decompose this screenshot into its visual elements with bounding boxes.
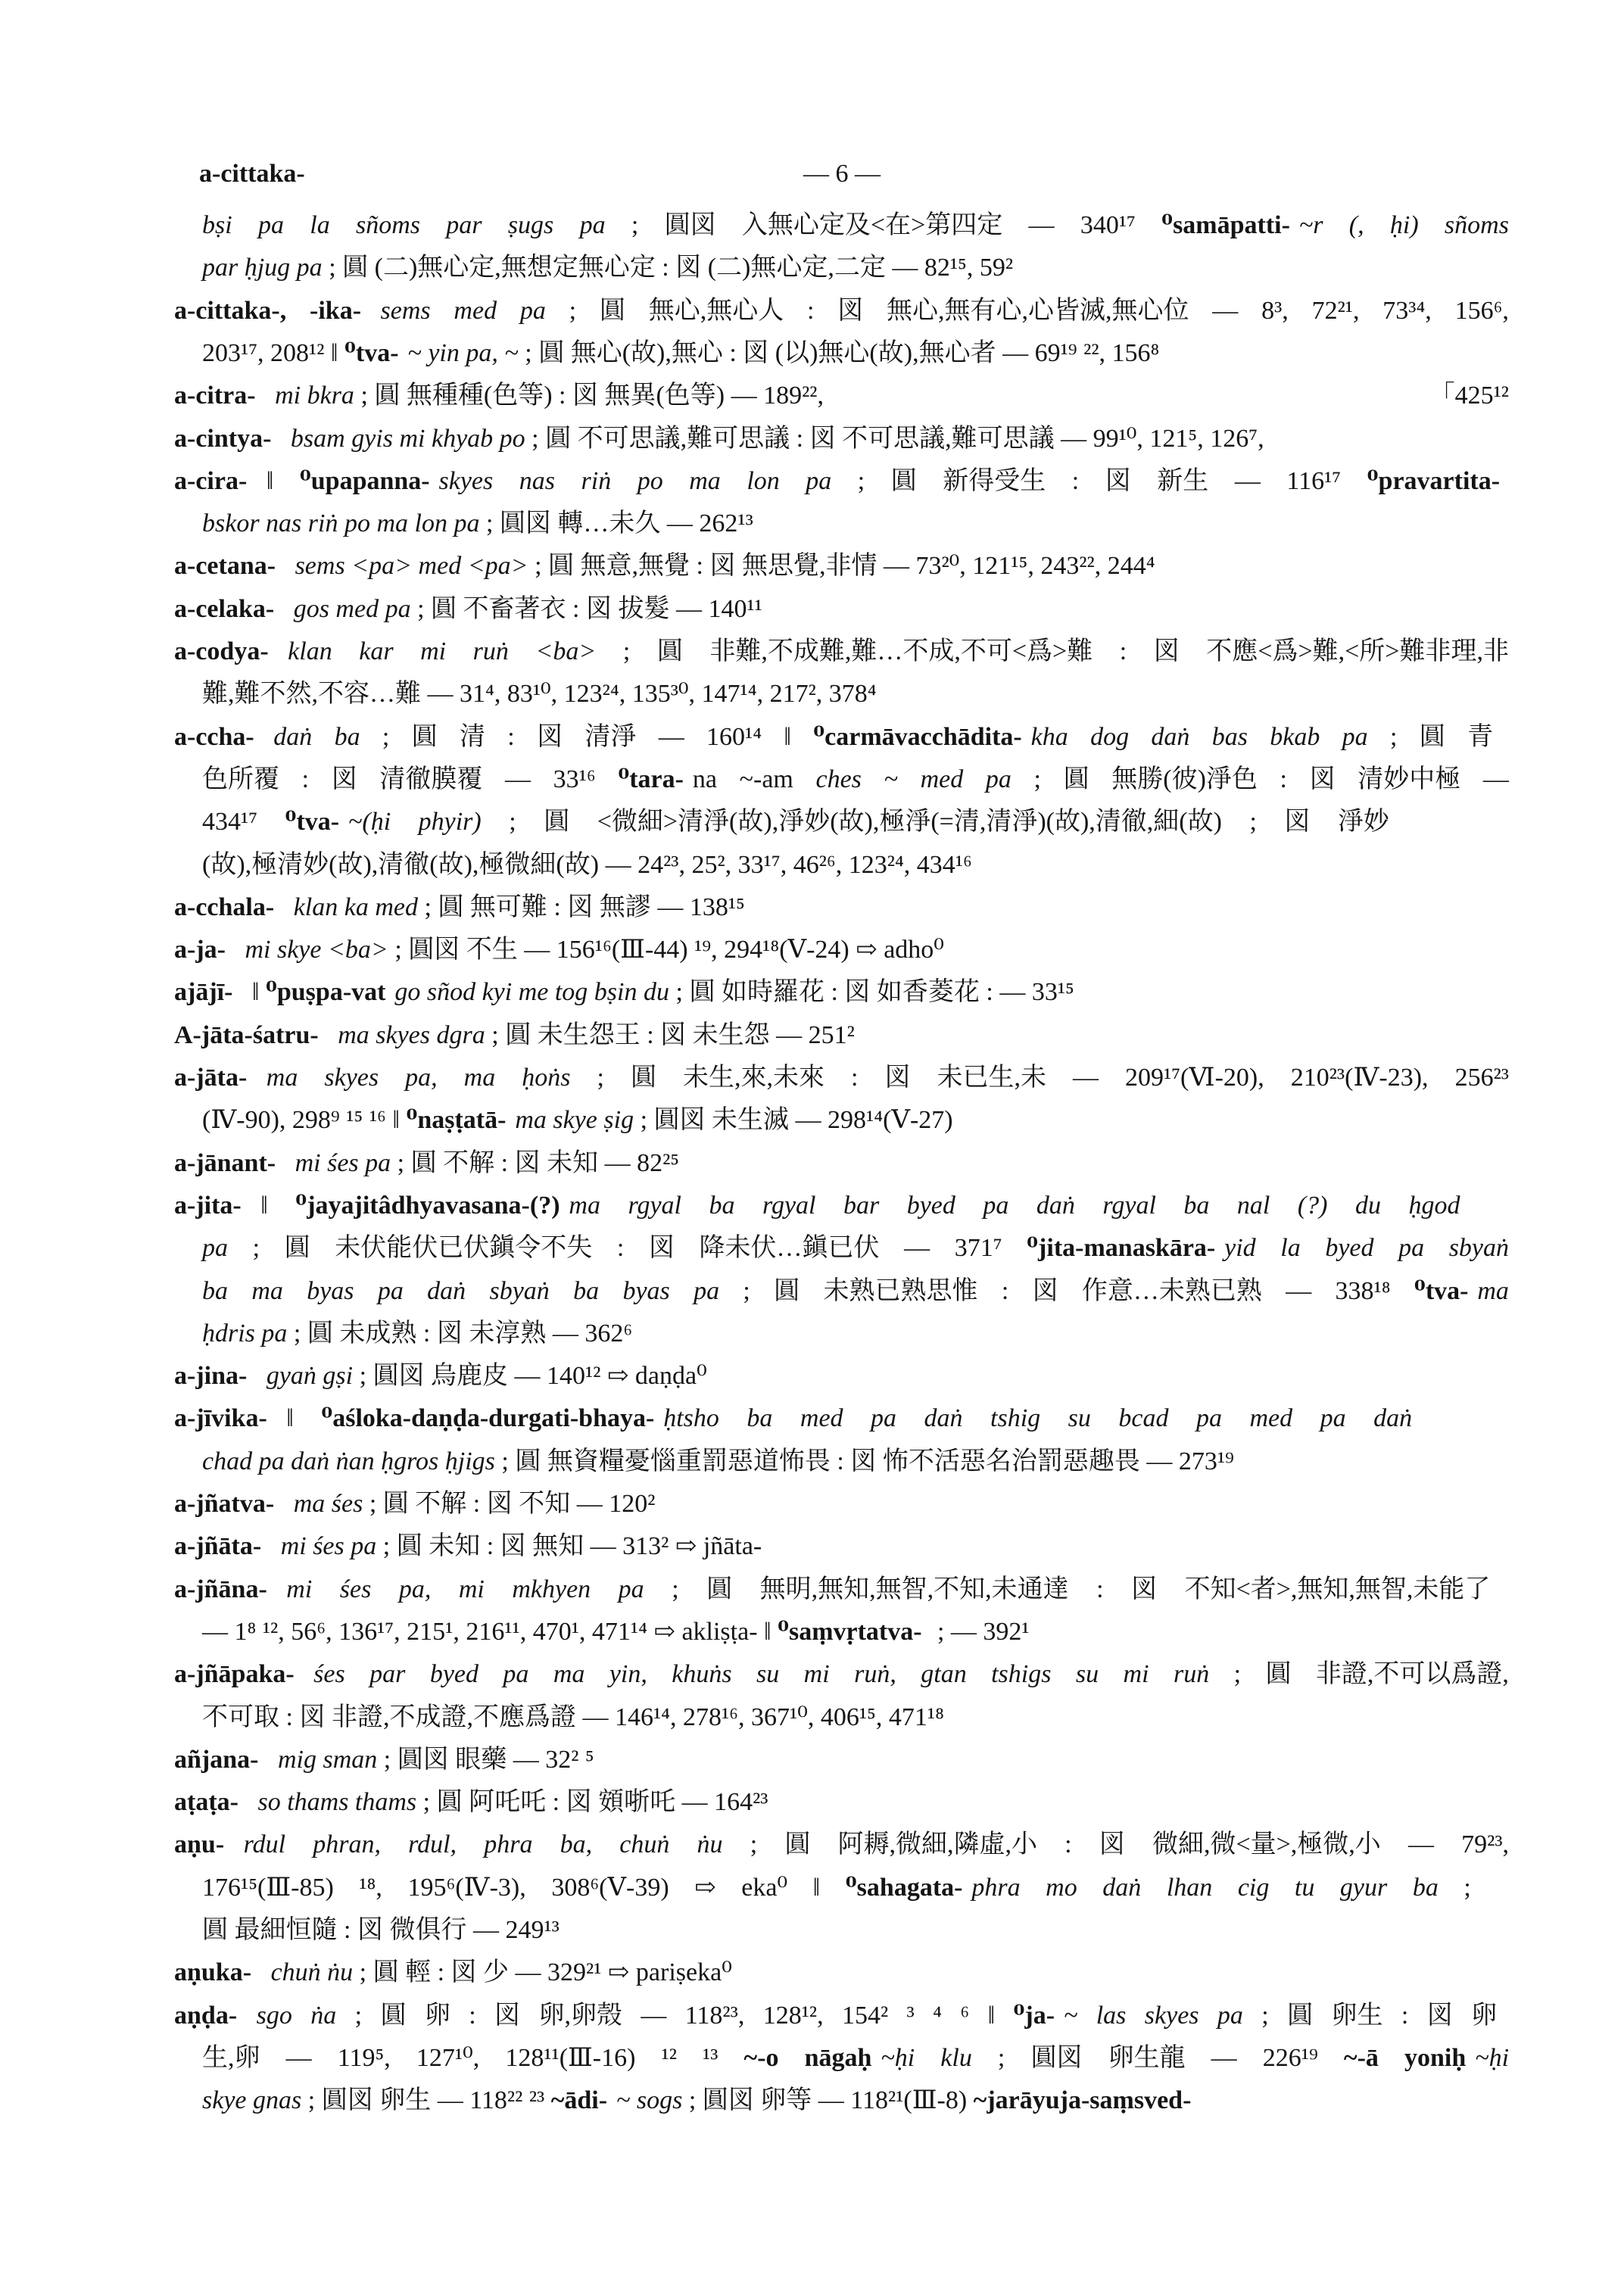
- line-text: [174, 292, 1509, 330]
- entry-text: na ~-am: [692, 765, 816, 793]
- tibetan-equivalent: so thams thams: [257, 1788, 417, 1817]
- headword: a-cittaka-, -ika-: [174, 296, 362, 325]
- entry-line: [174, 463, 1509, 500]
- entry-line: [174, 1656, 1509, 1693]
- tibetan-equivalent: ma rgyal ba rgyal bar byed pa daṅ rgyal ba nal (?) du ḥgod: [569, 1191, 1460, 1220]
- sanskrit-term: ~-ā yoniḥ: [1343, 2043, 1467, 2072]
- line-text: [202, 2039, 1509, 2077]
- entry-text: 生,卵 — 119⁵, 127¹⁰, 128¹¹(Ⅲ-16) ¹² ¹³: [202, 2043, 744, 2072]
- entry-line: [202, 761, 1509, 799]
- headword: A-jāta-śatru-: [174, 1020, 319, 1049]
- entry-line: [174, 931, 1509, 969]
- sanskrit-term: ⁰aśloka-daṇḍa-durgati-bhaya-: [321, 1404, 655, 1433]
- sanskrit-term: ⁰tva-: [344, 338, 399, 367]
- headword: aṇḍa-: [174, 2001, 238, 2030]
- headword: a-ja-: [174, 936, 226, 964]
- tibetan-equivalent: ma skyes dgra: [338, 1020, 485, 1049]
- line-text: [202, 803, 1389, 841]
- tibetan-equivalent: bskor nas riṅ po ma lon pa: [202, 509, 480, 538]
- tibetan-equivalent: pa: [202, 1234, 228, 1263]
- entry-text: ‖: [260, 1191, 296, 1220]
- entry-text: ; 圓 (二)無心定,無想定無心定 : 図 (二)無心定,二定 — 82¹⁵, 59²: [322, 254, 1014, 282]
- line-text: [174, 1187, 1460, 1225]
- line-text: [202, 1101, 953, 1139]
- line-text: [202, 505, 753, 543]
- entry-line: [202, 1101, 1509, 1139]
- entry-text: ; 圓 新得受生 : 図 新生 — 116¹⁷: [831, 466, 1367, 495]
- entry-text: (故),極清妙(故),清徹(故),極微細(故) — 24²³, 25², 33¹⁷, 46²⁶, 123²⁴, 434¹⁶: [202, 850, 972, 879]
- entry-line: [174, 974, 1509, 1011]
- entry-line: [202, 846, 1509, 884]
- line-text: [174, 974, 1074, 1011]
- entry-text: 圓 最細恒隨 : 図 微俱行 — 249¹³: [202, 1916, 560, 1944]
- entry-text: ‖: [266, 466, 300, 495]
- tibetan-equivalent: ba ma byas pa daṅ sbyaṅ ba byas pa: [202, 1276, 720, 1305]
- entry-text: ; 圓 無心(故),無心 : 図 (以)無心(故),無心者 — 69¹⁹ ²², 156⁸: [518, 338, 1160, 367]
- entry-line: [174, 547, 1509, 585]
- entry-text: ‖: [251, 978, 266, 1007]
- line-text: [174, 1997, 1497, 2035]
- line-text: [174, 1145, 679, 1182]
- entry-line: [202, 249, 1509, 287]
- entry-text: ; 圓図 入無心定及<在>第四定 — 340¹⁷: [605, 211, 1162, 239]
- entry-line: [174, 1826, 1509, 1864]
- tibetan-equivalent: mig sman: [277, 1745, 378, 1774]
- headword: a-citra-: [174, 382, 256, 410]
- headword: a-cchala-: [174, 893, 275, 921]
- line-text: [174, 377, 824, 415]
- tibetan-equivalent: ~ las skyes pa: [1063, 2001, 1243, 2030]
- headword: a-jīvika-: [174, 1404, 267, 1433]
- entry-text: ; 圓 未成熟 : 図 未淳熟 — 362⁶: [287, 1319, 633, 1347]
- headword: a-jñāta-: [174, 1532, 262, 1561]
- entry-text: ; 圓 不可思議,難可思議 : 図 不可思議,難可思議 — 99¹⁰, 121⁵, 126⁷,: [525, 424, 1264, 453]
- entry-text: ; 圓 無勝(彼)淨色 : 図 清妙中極 —: [1011, 765, 1509, 793]
- entry-text: ; 圓 輕 : 図 少 — 329²¹ ⇨ pariṣeka⁰: [353, 1958, 732, 1987]
- tibetan-equivalent: mi śes pa: [280, 1532, 377, 1561]
- headword: aṭaṭa-: [174, 1788, 238, 1817]
- tibetan-equivalent: mi bkra: [275, 382, 354, 410]
- entry-text: ; 圓 未知 : 図 無知 — 313² ⇨ jñāta-: [376, 1532, 762, 1561]
- tibetan-equivalent: sems med pa: [380, 296, 546, 325]
- line-text: [202, 1229, 1509, 1267]
- tibetan-equivalent: skyes nas riṅ po ma lon pa: [438, 466, 832, 495]
- headword: a-ccha-: [174, 722, 254, 751]
- line-text: [174, 590, 762, 628]
- entry-text: ; 圓 無資糧憂惱重罰惡道怖畏 : 図 怖不活惡名治罰惡趣畏 — 273¹⁹: [494, 1447, 1234, 1475]
- entry-line: [174, 633, 1509, 671]
- tibetan-equivalent: skye gnas: [202, 2086, 302, 2115]
- entry-line: [174, 1145, 1509, 1182]
- line-text: [202, 761, 1509, 799]
- tibetan-equivalent: ~ sogs: [616, 2086, 683, 2115]
- line-text: [202, 1613, 1030, 1651]
- entry-text: 難,難不然,不容…難 — 31⁴, 83¹⁰, 123²⁴, 135³⁰, 147¹⁴, 217², 378⁴: [202, 680, 877, 709]
- line-text: [174, 1741, 594, 1779]
- headword: a-jñāpaka-: [174, 1660, 295, 1689]
- line-text: [202, 335, 1159, 372]
- entry-text: ;: [1438, 1873, 1471, 1902]
- sanskrit-term: ⁰tva-: [1414, 1276, 1469, 1305]
- entry-line: [174, 1400, 1509, 1438]
- line-text: [174, 420, 1264, 458]
- entry-text: ; 圓 未生,來,未來 : 図 未已生,未 — 209¹⁷(Ⅵ-20), 210²³(Ⅳ-23), 256²³: [570, 1064, 1509, 1092]
- entry-text: 不可取 : 図 非證,不成證,不應爲證 — 146¹⁴, 278¹⁶, 367¹⁰, 406¹⁵, 471¹⁸: [202, 1703, 944, 1731]
- entry-line: [202, 803, 1509, 841]
- line-text: [174, 931, 944, 969]
- tibetan-equivalent: ~(ḥi phyir): [348, 808, 482, 837]
- entry-text: 色所覆 : 図 清徹膜覆 — 33¹⁶: [202, 765, 619, 793]
- tibetan-equivalent: chuṅ ṅu: [270, 1958, 354, 1987]
- headword: a-jñatva-: [174, 1490, 275, 1518]
- entry-text: ; 圓 <微細>清淨(故),淨妙(故),極淨(=清,清淨)(故),清徹,細(故) ; 図 淨妙: [481, 808, 1389, 837]
- entry-text: ‖: [286, 1404, 322, 1433]
- tibetan-equivalent: yid la byed pa sbyaṅ: [1224, 1234, 1510, 1263]
- entry-text: ; 圓図 眼藥 — 32² ⁵: [377, 1745, 594, 1774]
- tibetan-equivalent: sems <pa> med <pa>: [295, 552, 528, 581]
- tibetan-equivalent: śes par byed pa ma yin, khuṅs su mi ruṅ, gtan tshigs su mi ruṅ: [313, 1660, 1210, 1689]
- entry-line: [202, 1613, 1509, 1651]
- entry-line: [202, 1229, 1509, 1267]
- tibetan-equivalent: go sñod kyi me tog bṣin du: [394, 978, 669, 1007]
- line-text: [174, 1017, 855, 1055]
- tibetan-equivalent: mi śes pa, mi mkhyen pa: [286, 1575, 644, 1603]
- sanskrit-term: ⁰carmāvacchādita-: [813, 722, 1022, 751]
- entry-line: [202, 505, 1509, 543]
- sanskrit-term: ~-o nāgaḥ: [743, 2043, 872, 2072]
- sanskrit-term: ~jarāyuja-saṃsved-: [973, 2086, 1192, 2115]
- entry-text: ; 圓図 烏鹿皮 — 140¹² ⇨ daṇḍa⁰: [353, 1362, 707, 1391]
- entry-line: [202, 2039, 1509, 2077]
- line-text: [202, 675, 877, 713]
- line-text: [202, 1911, 560, 1949]
- entry-line: [174, 1784, 1509, 1821]
- tibetan-equivalent: phra mo daṅ lhan cig tu gyur ba: [971, 1873, 1439, 1902]
- entry-text: ; 圓図 轉…未久 — 262¹³: [479, 509, 753, 538]
- entry-text: ; 圓 無心,無心人 : 図 無心,無有心,心皆滅,無心位 — 8³, 72²¹, 73³⁴, 156⁶,: [545, 296, 1509, 325]
- entry-text: ; 圓 未伏能伏已伏鎭令不失 : 図 降未伏…鎭已伏 — 371⁷: [228, 1234, 1027, 1263]
- line-text: [174, 547, 1155, 585]
- sanskrit-term: ⁰jita-manaskāra-: [1027, 1234, 1216, 1263]
- entry-text: ; — 392¹: [930, 1617, 1030, 1646]
- entry-line: [174, 590, 1509, 628]
- entry-text: ; 圓図 未生滅 — 298¹⁴(Ⅴ-27): [634, 1106, 953, 1135]
- entry-text: ; 圓図 卵等 — 118²¹(Ⅲ-8): [682, 2086, 974, 2115]
- sanskrit-term: ⁰tara-: [618, 765, 684, 793]
- entry-line: [174, 377, 1509, 415]
- entry-line: [202, 1911, 1509, 1949]
- running-head: a-cittaka-: [199, 160, 305, 188]
- tibetan-equivalent: bṣi pa la sñoms par ṣugs pa: [202, 211, 606, 239]
- line-text: [202, 249, 1013, 287]
- entry-line: [174, 420, 1509, 458]
- line-text: [174, 1954, 732, 1992]
- line-text: [174, 1400, 1412, 1438]
- line-text: [174, 633, 1509, 671]
- entry-line: [174, 1187, 1509, 1225]
- headword: añjana-: [174, 1745, 259, 1774]
- margin-reference: 「425¹²: [1429, 382, 1509, 410]
- entry-text: (Ⅳ-90), 298⁹ ¹⁵ ¹⁶ ‖: [202, 1106, 407, 1135]
- tibetan-equivalent: ḥdris pa: [202, 1319, 288, 1347]
- entry-text: ; 圓 未熟已熟思惟 : 図 作意…未熟已熟 — 338¹⁸: [719, 1276, 1414, 1305]
- entry-line: [202, 1315, 1509, 1353]
- tibetan-equivalent: ma skyes pa, ma ḥoṅs: [266, 1064, 571, 1092]
- entry-line: [174, 1954, 1509, 1992]
- headword: aṇuka-: [174, 1958, 252, 1987]
- entry-text: ; 圓 阿耨,微細,隣虛,小 : 図 微細,微<量>,極微,小 — 79²³,: [722, 1830, 1510, 1859]
- sanskrit-term: ⁰sahagata-: [845, 1873, 963, 1902]
- line-text: [174, 1059, 1509, 1097]
- tibetan-equivalent: ~r (, ḥi) sñoms: [1298, 211, 1509, 239]
- entry-text: ; 圓 無可難 : 図 無謬 — 138¹⁵: [417, 893, 745, 921]
- entry-text: ; 圓 卵生 : 図 卵: [1242, 2001, 1498, 2030]
- headword: a-celaka-: [174, 594, 275, 623]
- sanskrit-term: ⁰pravartita-: [1367, 466, 1501, 495]
- sanskrit-term: ⁰saṃvṛtatva-: [778, 1617, 922, 1646]
- entry-line: [174, 1528, 1509, 1566]
- entry-text: 176¹⁵(Ⅲ-85) ¹⁸, 195⁶(Ⅳ-3), 308⁶(Ⅴ-39) ⇨ eka⁰ ‖: [202, 1873, 846, 1902]
- entry-line: [174, 292, 1509, 330]
- entry-text: ; 圓 非證,不可以爲證,: [1209, 1660, 1509, 1689]
- tibetan-equivalent: sgo ṅa: [256, 2001, 337, 2030]
- tibetan-equivalent: ~ḥi: [1475, 2043, 1510, 2072]
- tibetan-equivalent: ~ḥi klu: [881, 2043, 972, 2072]
- line-text: [174, 1485, 655, 1523]
- line-text: [202, 1315, 632, 1353]
- entry-line: [174, 1485, 1509, 1523]
- tibetan-equivalent: par ḥjug pa: [202, 254, 323, 282]
- tibetan-equivalent: rdul phran, rdul, phra ba, chuṅ ṅu: [243, 1830, 723, 1859]
- entry-text: ; 圓 青: [1367, 722, 1494, 751]
- line-text: [202, 1869, 1471, 1907]
- entry-line: [174, 1059, 1509, 1097]
- entry-text: ; 圓 卵 : 図 卵,卵殼 — 118²³, 128¹², 154² ³ ⁴ ⁶ ‖: [336, 2001, 1014, 2030]
- sanskrit-term: ⁰tva-: [285, 808, 340, 837]
- entry-line: [202, 335, 1509, 372]
- entry-line: [174, 889, 1509, 927]
- line-text: [174, 718, 1493, 756]
- line-text: [202, 207, 1509, 245]
- entry-line: [202, 1869, 1509, 1907]
- sanskrit-term: ⁰samāpatti-: [1161, 211, 1290, 239]
- entry-line: [202, 1443, 1509, 1481]
- headword: a-jita-: [174, 1191, 242, 1220]
- entry-text: ; 圓図 卵生 — 118²² ²³: [301, 2086, 551, 2115]
- sanskrit-term: ~ādi-: [550, 2086, 608, 2115]
- tibetan-equivalent: daṅ ba: [273, 722, 360, 751]
- entry-text: ; 圓 清 : 図 清淨 — 160¹⁴ ‖: [360, 722, 814, 751]
- sanskrit-term: ⁰upapanna-: [299, 466, 430, 495]
- entry-line: [202, 1699, 1509, 1737]
- headword: a-jñāna-: [174, 1575, 267, 1603]
- headword: aṇu-: [174, 1830, 225, 1859]
- tibetan-equivalent: kha dog daṅ bas bkab pa: [1030, 722, 1368, 751]
- entry-text: ; 圓 如時羅花 : 図 如香菱花 : — 33¹⁵: [669, 978, 1074, 1007]
- tibetan-equivalent: ma: [1477, 1276, 1509, 1305]
- entry-line: [174, 1997, 1509, 2035]
- entry-text: ; 圓 不解 : 図 不知 — 120²: [363, 1490, 656, 1518]
- line-text: [174, 1571, 1490, 1609]
- entry-text: ; 圓図 不生 — 156¹⁶(Ⅲ-44) ¹⁹, 294¹⁸(Ⅴ-24) ⇨ adho⁰: [388, 936, 944, 964]
- page-number: — 6 —: [803, 160, 881, 188]
- headword: ajājī-: [174, 978, 233, 1007]
- line-text: [174, 1528, 762, 1566]
- tibetan-equivalent: chad pa daṅ ṅan ḥgros ḥjigs: [202, 1447, 495, 1475]
- line-text: [202, 1273, 1509, 1310]
- line-text: [202, 1699, 944, 1737]
- tibetan-equivalent: ḥtsho ba med pa daṅ tshig su bcad pa med pa daṅ: [663, 1404, 1413, 1433]
- tibetan-equivalent: gyaṅ gṣi: [266, 1362, 354, 1391]
- entry-text: ; 圓 無明,無知,無智,不知,未通達 : 図 不知<者>,無知,無智,未能了: [644, 1575, 1491, 1603]
- entry-line: [202, 207, 1509, 245]
- line-text: [202, 846, 972, 884]
- entry-line: [174, 1017, 1509, 1055]
- entry-text: 434¹⁷: [202, 808, 285, 837]
- entry-line: [202, 1273, 1509, 1310]
- entry-text: ; 圓 阿吒吒 : 図 頞哳吒 — 164²³: [416, 1788, 768, 1817]
- tibetan-equivalent: gos med pa: [293, 594, 411, 623]
- entry-text: ; 圓 無種種(色等) : 図 無異(色等) — 189²²,: [354, 382, 824, 410]
- entry-text: ; 圓 未生怨王 : 図 未生怨 — 251²: [485, 1020, 855, 1049]
- entry-text: ; 圓 不畜著衣 : 図 拔髮 — 140¹¹: [410, 594, 762, 623]
- headword: a-cira-: [174, 466, 248, 495]
- headword: a-jānant-: [174, 1148, 276, 1177]
- headword: a-cetana-: [174, 552, 276, 581]
- sanskrit-term: ⁰jayajitâdhyavasana-(?): [295, 1191, 560, 1220]
- entry-text: — 1⁸ ¹², 56⁶, 136¹⁷, 215¹, 216¹¹, 470¹, 471¹⁴ ⇨ akliṣṭa- ‖: [202, 1617, 778, 1646]
- line-text: [174, 1826, 1509, 1864]
- headword: a-codya-: [174, 637, 269, 665]
- entry-text: ; 圓 不解 : 図 未知 — 82²⁵: [391, 1148, 680, 1177]
- tibetan-equivalent: klan ka med: [293, 893, 418, 921]
- entry-line: [174, 718, 1509, 756]
- line-text: [174, 1784, 768, 1821]
- sanskrit-term: ⁰puṣpa-vat: [265, 978, 386, 1007]
- sanskrit-term: ⁰ja-: [1013, 2001, 1055, 2030]
- entry-text: ; 圓 非難,不成難,難…不成,不可<爲>難 : 図 不應<爲>難,<所>難非理,非: [596, 637, 1509, 665]
- entry-text: ; 圓図 卵生龍 — 226¹⁹: [971, 2043, 1344, 2072]
- entry-text: ; 圓 無意,無覺 : 図 無思覺,非情 — 73²⁰, 121¹⁵, 243²², 244⁴: [528, 552, 1155, 581]
- line-text: [174, 1656, 1509, 1693]
- sanskrit-term: ⁰naṣṭatā-: [406, 1106, 507, 1135]
- tibetan-equivalent: ~ yin pa, ~: [407, 338, 519, 367]
- line-text: [174, 463, 1509, 500]
- tibetan-equivalent: ma skye ṣig: [515, 1106, 634, 1135]
- entry-line: [202, 2082, 1509, 2120]
- tibetan-equivalent: ma śes: [293, 1490, 363, 1518]
- tibetan-equivalent: mi skye <ba>: [245, 936, 388, 964]
- headword: a-jina-: [174, 1362, 248, 1391]
- tibetan-equivalent: bsam gyis mi khyab po: [290, 424, 525, 453]
- line-text: [174, 889, 745, 927]
- tibetan-equivalent: mi śes pa: [295, 1148, 391, 1177]
- headword: a-cintya-: [174, 424, 272, 453]
- entry-line: [202, 675, 1509, 713]
- entry-line: [174, 1357, 1509, 1395]
- headword: a-jāta-: [174, 1064, 248, 1092]
- line-text: [174, 1357, 707, 1395]
- entry-line: [174, 1571, 1509, 1609]
- line-text: [202, 1443, 1234, 1481]
- entry-line: [174, 1741, 1509, 1779]
- tibetan-equivalent: klan kar mi ruṅ <ba>: [288, 637, 597, 665]
- tibetan-equivalent: ches ~ med pa: [815, 765, 1011, 793]
- line-text: [202, 2082, 1200, 2120]
- entry-text: 203¹⁷, 208¹² ‖: [202, 338, 344, 367]
